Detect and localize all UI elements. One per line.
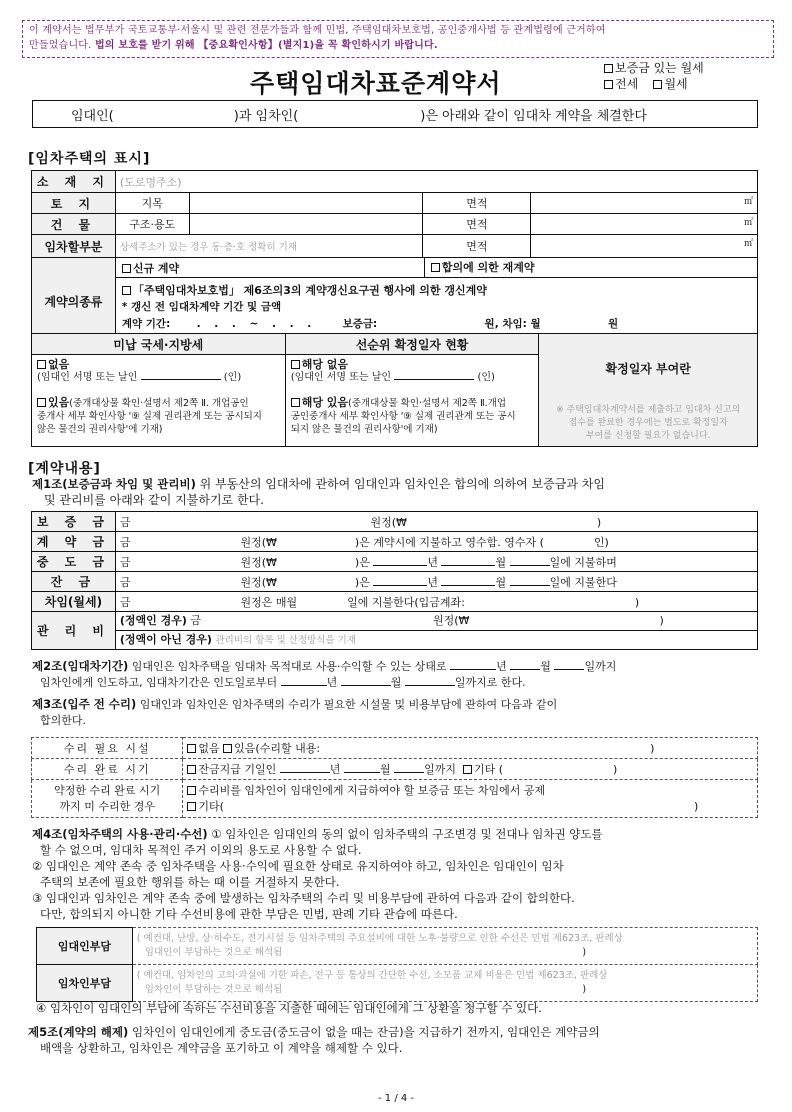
period-field[interactable]: . . . ~ . . . <box>196 318 317 330</box>
lessee-burden-field[interactable]: ( 예컨대, 임차인의 고의·과실에 기한 파손, 전구 등 통상의 간단한 수선, 소모품 교체 비용은 민법 제623조, 판례상 임차인이 부담하는 것으로 해석됨 ) <box>132 965 757 1002</box>
type-label-1: 보증금 있는 월세 <box>615 61 704 75</box>
middle-payment-label: 중 도 금 <box>32 552 116 572</box>
notice-emphasis: 법의 보호를 받기 위해 【중요확인사항】(별지1)을 꼭 확인하시기 바랍니다. <box>94 40 438 51</box>
type-label-2: 전세 <box>615 77 639 91</box>
article-5-title: 제5조(계약의 해제) <box>28 1025 129 1039</box>
lease-part-label: 임차할부분 <box>32 235 116 258</box>
repair-needed-label: 수리 필요 시설 <box>32 738 183 759</box>
checkbox-before-balance[interactable] <box>187 765 196 774</box>
legal-notice-box <box>22 20 774 58</box>
checkbox-new-contract[interactable] <box>122 264 131 273</box>
article-3-title: 제3조(입주 전 수리) <box>32 697 137 711</box>
land-label: 토 지 <box>32 193 116 214</box>
tax-heading: 미납 국세·지방세 <box>32 334 286 355</box>
article-2: 제2조(임대차기간) 임대인은 임차주택을 임대차 목적대로 사용·수익할 수 있는 상태로 년 월 일까지 임차인에게 인도하고, 임대차기간은 인도일로부터 년 월 일까지로 한다. <box>32 659 617 689</box>
lessor-prefix: 임대인( <box>71 108 114 124</box>
page-title: 주택임대차표준계약서 <box>250 69 502 98</box>
property-table: 소 재 지 (도로명주소) 토 지 지목 면적 ㎡ 건 물 구조·용도 면적 ㎡ 임차할부분 상세주소가 있는 경우 동·층·호 정확히 기재 면적 ㎡ 계약의종류 신규 계약 합의에 의한 재계약 「주택임대차보호법」 제6조의3의 계약갱신요구권 행사에 의한 갱신계약 * 갱신 전 임대차계약 기간 및 금액 계약 기간: . . . ~ . . . 보증금: 원, 차임: 월 원 <box>31 170 758 345</box>
article-3: 제3조(입주 전 수리) 임대인과 임차인은 임차주택의 수리가 필요한 시설물 및 비용부담에 관하여 다음과 같이 합의한다. <box>32 697 558 727</box>
parties-line <box>32 100 758 128</box>
land-area-field[interactable]: ㎡ <box>531 193 758 214</box>
deposit-label: 보 증 금 <box>32 512 116 532</box>
tax-none-sign-field[interactable] <box>141 379 221 380</box>
building-area-label: 면적 <box>423 214 531 235</box>
checkbox-monthly[interactable] <box>653 80 662 89</box>
down-payment-field[interactable]: 금 원정(₩ )은 계약시에 지불하고 영수함. 영수자 ( 인) <box>115 532 757 552</box>
building-structure-field[interactable] <box>189 214 423 235</box>
article-2-title: 제2조(임대차기간) <box>32 659 129 673</box>
rent-label: 차임(월세) <box>32 592 116 612</box>
address-label: 소 재 지 <box>32 171 116 193</box>
lease-area-field[interactable]: ㎡ <box>531 235 758 258</box>
lessee-burden-label: 임차인부담 <box>37 965 133 1002</box>
seal-mark: (인) <box>223 372 242 383</box>
kind-right-label: 「주택임대차보호법」 제6조의3의 계약갱신요구권 행사에 의한 갱신계약 <box>132 284 487 297</box>
land-area-label: 면적 <box>423 193 531 214</box>
contract-type-options <box>604 60 704 92</box>
checkbox-renewal-agreement[interactable] <box>431 263 440 272</box>
checkbox-repair-etc[interactable] <box>463 765 472 774</box>
page-number: - 1 / 4 - <box>377 1093 415 1104</box>
notice-line-2a: 만들었습니다. <box>29 40 92 51</box>
repair-deadline-label: 수리 완료 시기 <box>32 759 183 780</box>
checkbox-renewal-right[interactable] <box>122 286 131 295</box>
parties-tail: )은 아래와 같이 임대차 계약을 체결한다 <box>420 108 647 124</box>
land-category-field[interactable] <box>189 193 423 214</box>
lessor-burden-label: 임대인부담 <box>37 928 133 965</box>
lease-area-label: 면적 <box>423 235 531 258</box>
article-1-title: 제1조(보증금과 차임 및 관리비) <box>32 477 196 491</box>
down-payment-label: 계 약 금 <box>32 532 116 552</box>
balance-field[interactable]: 금 원정(₩ )은 년 월 일에 지불한다 <box>115 572 757 592</box>
kind-renew-label: 합의에 의한 재계약 <box>441 260 535 274</box>
checkbox-prior-yes[interactable] <box>291 398 300 407</box>
article-5: 제5조(계약의 해제) 임차인이 임대인에게 중도금(중도금이 없을 때는 잔금)을 지급하기 전까지, 임대인은 계약금의 배액을 상환하고, 임차인은 계약금을 포기하고 이 계약을 해제할 수 있다. <box>28 1025 600 1055</box>
middle-payment-field[interactable]: 금 원정(₩ )은 년 월 일에 지불하며 <box>115 552 757 572</box>
lessor-burden-field[interactable]: ( 예컨대, 난방, 상·하수도, 전기시설 등 임차주택의 주요설비에 대한 노후·불량으로 인한 수선은 민법 제623조, 판례상 임대인이 부담하는 것으로 해석됨 ) <box>132 928 757 965</box>
type-label-3: 월세 <box>664 77 688 91</box>
unrepaired-label-2: 까지 미 수리한 경우 <box>59 799 155 813</box>
lessee-prefix: )과 임차인( <box>233 108 299 124</box>
management-fee-label: 관 리 비 <box>32 612 116 650</box>
deposit-field[interactable]: 금 원정(₩ ) <box>115 512 757 532</box>
section-property-heading: [임차주택의 표시] <box>28 151 151 167</box>
repair-table: 수리 필요 시설 없음 있음(수리할 내용: ) 수리 완료 시기 잔금지급 기일인 년 월 일까지 기타 ( ) 약정한 수리 완료 시기 까지 미 수리한 경우 수리비를 임차인이 임대인에게 지급하여야 할 보증금 또는 차임에서 공제 기타( ) <box>31 737 758 818</box>
checkbox-jeonse[interactable] <box>604 80 613 89</box>
checkbox-prior-none[interactable] <box>291 360 300 369</box>
checkbox-deposit-monthly[interactable] <box>604 64 613 73</box>
contract-kind-label: 계약의종류 <box>32 258 116 345</box>
payment-table <box>31 511 758 650</box>
checkbox-repair-yes[interactable] <box>223 744 232 753</box>
balance-label: 잔 금 <box>32 572 116 592</box>
tax-priority-table: 미납 국세·지방세 선순위 확정일자 현황 확정일자 부여란 ※ 주택임대차계약서를 제출하고 임대차 신고의 접수를 완료한 경우에는 별도로 확정일자 부여를 신청할 필요가 없습니다. 없음 (임대인 서명 또는 날인 (인) 있음(중개대상물 확인·설명서 제2쪽 Ⅱ. 개업공인 중개사 세부 확인사항 '⑨ 실제 권리관계 또는 공시되지 않은 물건의 권리사항'에 기재) 해당 없음 (임대인 서명 또는 날인 (인) 해당 있음(중개대상물 확인·설명서 제2쪽 Ⅱ.개업 공인중개사 세부 확인사항 '⑨ 실제 권리관계 또는 공시 되지 않은 물건의 권리사항'에 기재) <box>31 333 758 447</box>
checkbox-tax-yes[interactable] <box>37 398 46 407</box>
building-structure-label: 구조·용도 <box>115 214 189 235</box>
checkbox-unrepaired-etc[interactable] <box>187 802 196 811</box>
article-4: 제4조(임차주택의 사용·관리·수선) ① 임차인은 임대인의 동의 없이 임차주택의 구조변경 및 전대나 임차권 양도를 할 수 없으며, 임대차 목적인 주거 이외의 용도로 사용할 수 없다. ② 임대인은 계약 존속 중 임차주택을 사용·수익에 필요한 상태로 유지하여야 하고, 임차인은 임대인이 임차 주택의 보존에 필요한 행위를 하는 때 이를 거절하지 못한다. ③ 임대인과 임차인은 계약 존속 중에 발생하는 임차주택의 수리 및 비용부담에 관하여 다음과 같이 합의한다. 다만, 합의되지 아니한 기타 수선비용에 관한 부담은 민법, 판례 기타 관습에 따른다. <box>32 827 603 921</box>
mgmt-variable-field[interactable]: (정액이 아닌 경우) 관리비의 항목 및 산정방식을 기재 <box>119 633 357 646</box>
prior-none-sign-field[interactable] <box>394 379 474 380</box>
repair-burden-table <box>36 927 758 1002</box>
checkbox-repair-none[interactable] <box>187 744 196 753</box>
building-area-field[interactable]: ㎡ <box>531 214 758 235</box>
land-category-label: 지목 <box>115 193 189 214</box>
prev-rent-label: 차임: <box>502 318 527 330</box>
checkbox-deduct-repair[interactable] <box>187 786 196 795</box>
notice-line-1: 이 계약서는 법무부가 국토교통부·서울시 및 관련 전문가들과 함께 민법, 주택임대차보호법, 공인중개사법 등 관계법령에 근거하여 <box>29 25 606 36</box>
building-label: 건 물 <box>32 214 116 235</box>
lease-part-field[interactable]: 상세주소가 있는 경우 동·층·호 정확히 기재 <box>115 235 423 258</box>
kind-new-label: 신규 계약 <box>132 261 180 275</box>
confirm-date-note: ※ 주택임대차계약서를 제출하고 임대차 신고의 접수를 완료한 경우에는 별도로 확정일자 부여를 신청할 필요가 없습니다. <box>556 405 741 441</box>
section-contract-heading: [계약내용] <box>28 461 101 477</box>
prev-deposit-label: 보증금: <box>342 318 378 330</box>
article-4-para-4: ④ 임차인이 임대인의 부담에 속하는 수선비용을 지출한 때에는 임대인에게 그 상환을 청구할 수 있다. <box>36 1001 542 1015</box>
confirm-date-heading: 확정일자 부여란 <box>605 362 691 376</box>
mgmt-fixed-field[interactable]: (정액인 경우) 금 원정(₩ ) <box>116 612 757 631</box>
kind-prev-label: * 갱신 전 임대차계약 기간 및 금액 <box>121 301 282 313</box>
article-4-title: 제4조(임차주택의 사용·관리·수선) <box>32 827 208 841</box>
seal-mark: (인) <box>477 372 495 383</box>
period-label: 계약 기간: <box>121 318 171 330</box>
article-1: 제1조(보증금과 차임 및 관리비) 위 부동산의 임대차에 관하여 임대인과 임차인은 합의에 의하여 보증금과 차임 및 관리비를 아래와 같이 지불하기로 한다. <box>32 477 605 507</box>
unrepaired-label-1: 약정한 수리 완료 시기 <box>54 783 161 797</box>
checkbox-tax-none[interactable] <box>37 360 46 369</box>
rent-field[interactable]: 금 원정은 매월 일에 지불한다(입금계좌: ) <box>115 592 757 612</box>
address-field[interactable]: (도로명주소) <box>115 171 757 193</box>
prior-date-heading: 선순위 확정일자 현황 <box>285 334 539 355</box>
